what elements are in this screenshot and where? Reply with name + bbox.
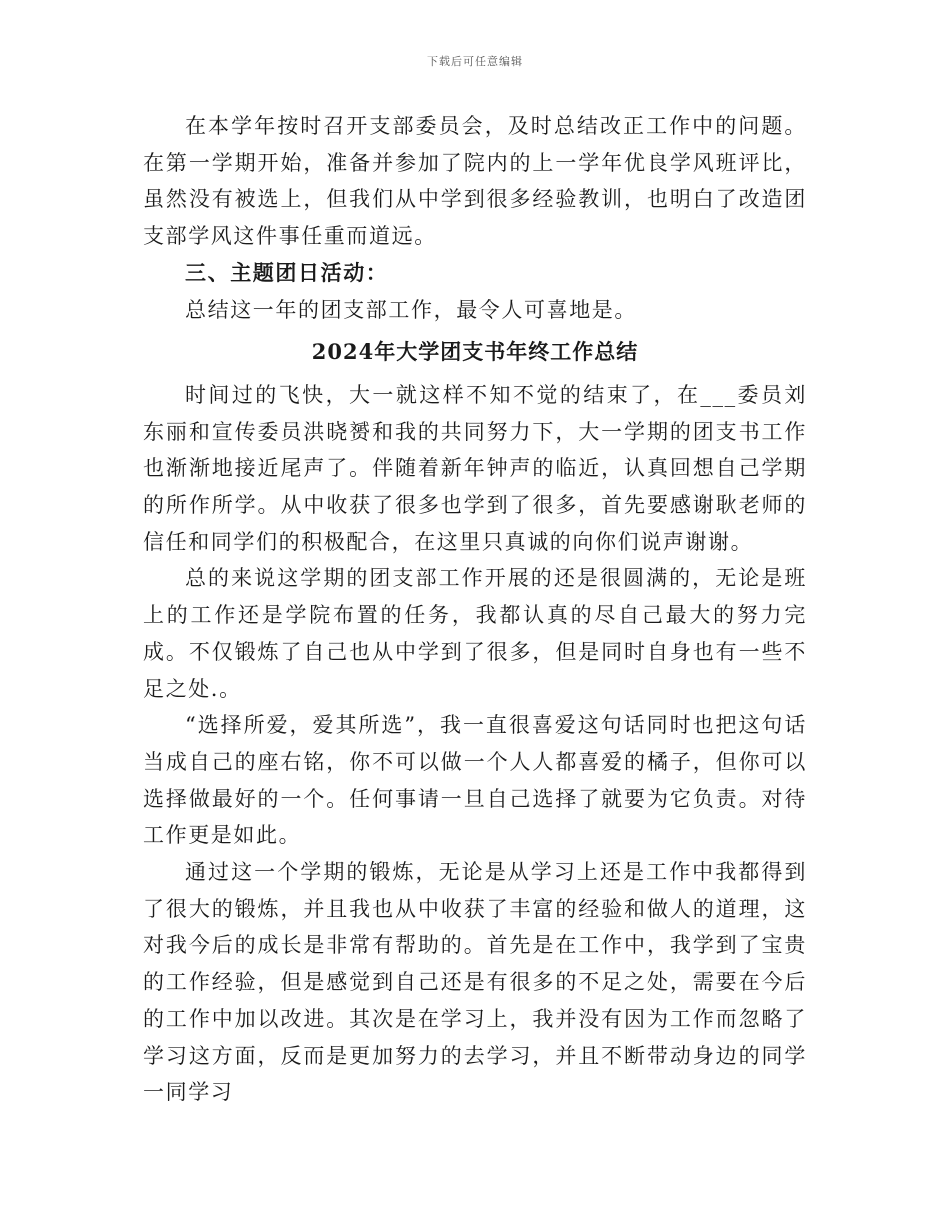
document-title: 2024年大学团支书年终工作总结: [311, 339, 639, 365]
paragraph-motto: “选择所爱，爱其所选”，我一直很喜爱这句话同时也把这句话当成自己的座右铭，你不可以做一个人人都喜爱的橘子，但你可以选择做最好的一个。任何事请一旦自己选择了就要为它负责。对待工作更是如此。: [143, 713, 807, 848]
paragraph-summary: 总结这一年的团支部工作，最令人可喜地是。: [185, 297, 637, 322]
paragraph-semester-growth: 通过这一个学期的锻炼，无论是从学习上还是工作中我都得到了很大的锻炼，并且我也从中收获了丰富的经验和做人的道理，这对我今后的成长是非常有帮助的。首先是在工作中，我学到了宝贵的工作经验，但是感觉到自己还是有很多的不足之处，需要在今后的工作中加以改进。其次是在学习上，我并没有因为工作而忽略了学习这方面，反而是更加努力的去学习，并且不断带动身边的同学一同学习: [143, 860, 807, 1105]
paragraph-committee-meetings: 在本学年按时召开支部委员会，及时总结改正工作中的问题。在第一学期开始，准备并参加了院内的上一学年优良学风班评比，虽然没有被选上，但我们从中学到很多经验教训，也明白了改造团支部学风这件事任重而道远。: [143, 114, 807, 249]
section-heading-theme-activities: 三、主题团日活动：: [185, 259, 389, 285]
document-body: [143, 108, 807, 1111]
paragraph-overall-work: 总的来说这学期的团支部工作开展的还是很圆满的，无论是班上的工作还是学院布置的任务，我都认真的尽自己最大的努力完成。不仅锻炼了自己也从中学到了很多，但是同时自身也有一些不足之处.。: [143, 566, 807, 701]
paragraph-time-flies: 时间过的飞快，大一就这样不知不觉的结束了，在___委员刘东丽和宣传委员洪晓赟和我的共同努力下，大一学期的团支书工作也渐渐地接近尾声了。伴随着新年钟声的临近，认真回想自己学期的所作所学。从中收获了很多也学到了很多，首先要感谢耿老师的信任和同学们的积极配合，在这里只真诚的向你们说声谢谢。: [143, 382, 807, 554]
page-header: 下载后可任意编辑: [427, 55, 523, 68]
